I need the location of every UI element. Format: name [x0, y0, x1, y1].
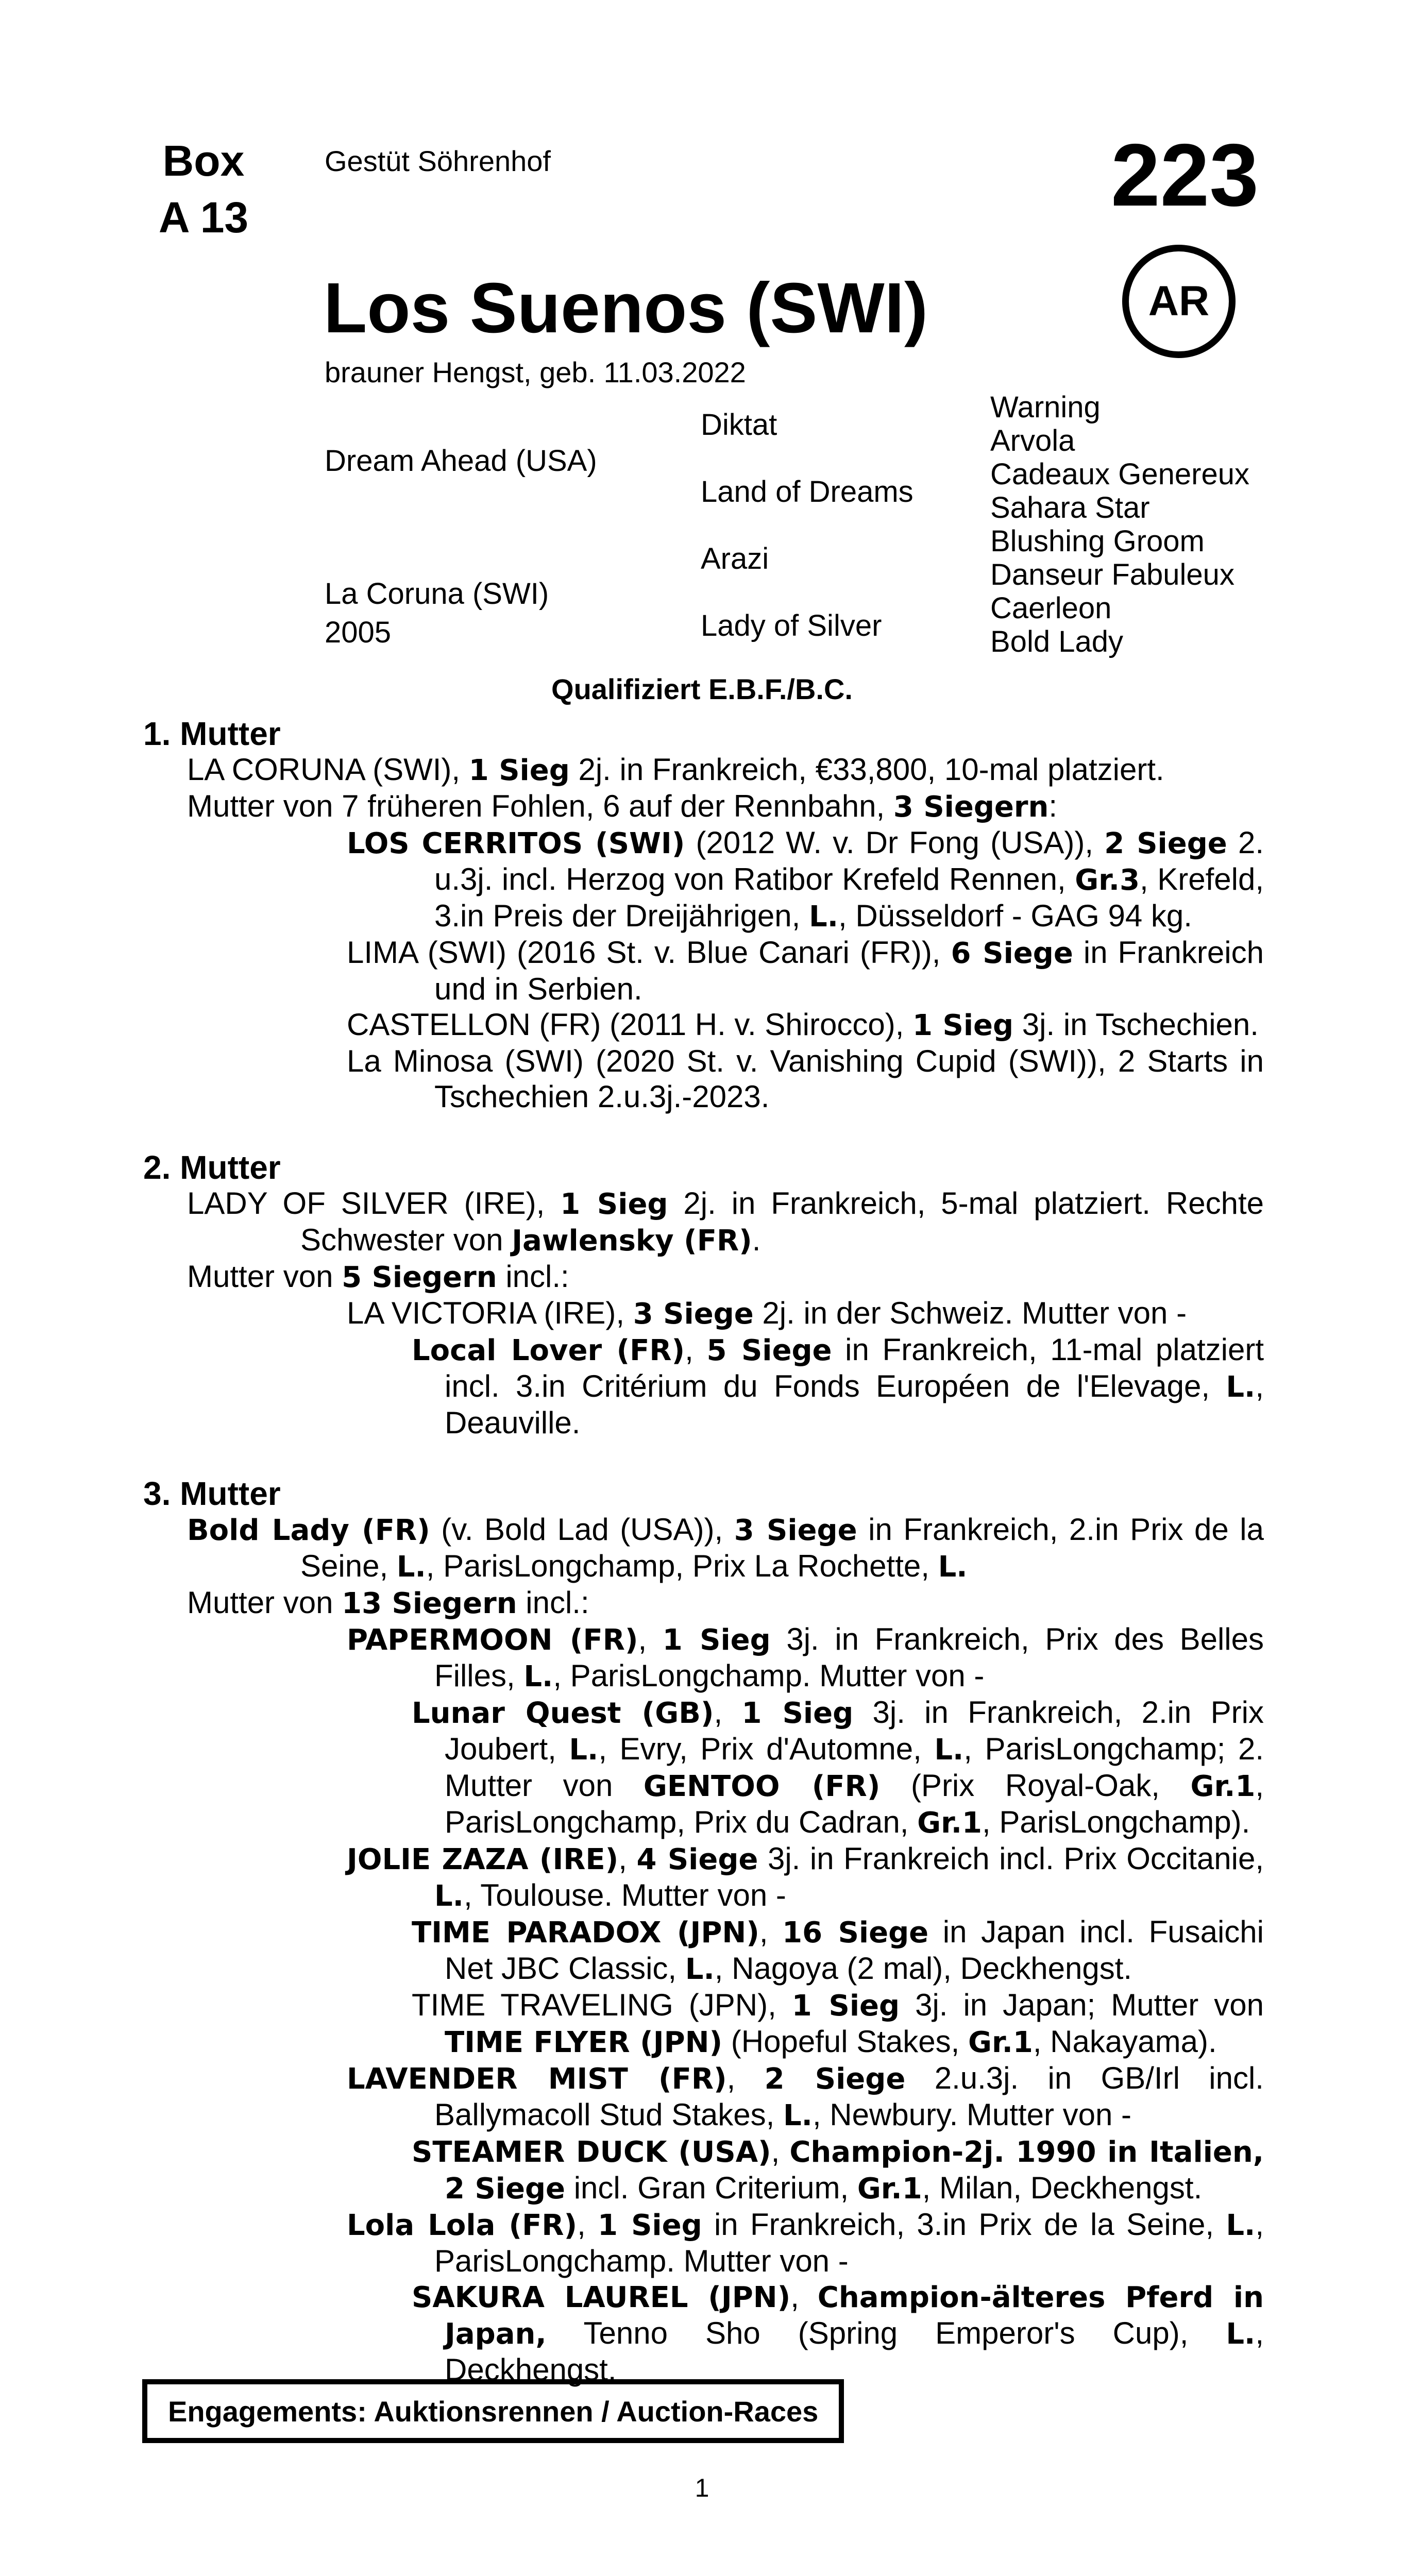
- pedigree-dam: La Coruna (SWI): [325, 577, 549, 611]
- offspring-entry: LIMA (SWI) (2016 St. v. Blue Canari (FR)), 6 Siege in Frankreich und in Serbien.: [347, 935, 1264, 1006]
- pedigree-dam-dam: Lady of Silver: [701, 609, 882, 642]
- grand-offspring-entry: Lunar Quest (GB), 1 Sieg 3j. in Frankreich, 2.in Prix Joubert, L., Evry, Prix d'Automne, L., ParisLongchamp; 2. Mutter von GENTOO (FR) (Prix Royal-Oak, Gr.1, ParisLongchamp, Prix du Cadran, Gr.1, ParisLongchamp).: [412, 1695, 1264, 1840]
- offspring-entry: CASTELLON (FR) (2011 H. v. Shirocco), 1 Sieg 3j. in Tschechien.: [347, 1007, 1259, 1042]
- box-number: A 13: [158, 193, 249, 242]
- horse-name: Los Suenos (SWI): [324, 268, 928, 348]
- grand-offspring-entry: SAKURA LAUREL (JPN), Champion-älteres Pferd in Japan, Tenno Sho (Spring Emperor's Cup), L., Deckhengst.: [412, 2279, 1264, 2387]
- grand-offspring-entry: Local Lover (FR), 5 Siege in Frankreich, 11-mal platziert incl. 3.in Critérium du Fonds Européen de l'Elevage, L., Deauville.: [412, 1332, 1264, 1440]
- second-dam-entry: LADY OF SILVER (IRE), 1 Sieg 2j. in Frankreich, 5-mal platziert. Rechte Schwester von Jawlensky (FR).: [187, 1186, 1264, 1258]
- offspring-entry: LA VICTORIA (IRE), 3 Siege 2j. in der Schweiz. Mutter von -: [347, 1296, 1187, 1331]
- first-dam-offspring-summary: Mutter von 7 früheren Fohlen, 6 auf der Rennbahn, 3 Siegern:: [187, 789, 1058, 824]
- section-title-first-dam: 1. Mutter: [143, 715, 281, 752]
- pedigree-gg-6: Danseur Fabuleux: [990, 558, 1234, 591]
- qualification-note: Qualifiziert E.B.F./B.C.: [551, 673, 853, 705]
- pedigree-sire-dam: Land of Dreams: [701, 475, 914, 509]
- offspring-entry: LOS CERRITOS (SWI) (2012 W. v. Dr Fong (USA)), 2 Siege 2. u.3j. incl. Herzog von Ratibor Krefeld Rennen, Gr.3, Krefeld, 3.in Preis der Dreijährigen, L., Düsseldorf - GAG 94 kg.: [347, 825, 1264, 934]
- pedigree-sire-sire: Diktat: [701, 408, 777, 442]
- first-dam-entry: LA CORUNA (SWI), 1 Sieg 2j. in Frankreich, €33,800, 10-mal platziert.: [187, 752, 1164, 787]
- second-dam-offspring-summary: Mutter von 5 Siegern incl.:: [187, 1259, 569, 1294]
- horse-description: brauner Hengst, geb. 11.03.2022: [325, 356, 746, 388]
- engagements-box: [142, 2379, 844, 2443]
- engagements-label: Engagements: Auktionsrennen / Auction-Races: [168, 2395, 819, 2428]
- offspring-entry: La Minosa (SWI) (2020 St. v. Vanishing Cupid (SWI)), 2 Starts in Tschechien 2.u.3j.-2023.: [347, 1044, 1264, 1114]
- third-dam-offspring-summary: Mutter von 13 Siegern incl.:: [187, 1585, 589, 1620]
- pedigree-sire: Dream Ahead (USA): [325, 444, 597, 478]
- offspring-entry: Lola Lola (FR), 1 Sieg in Frankreich, 3.in Prix de la Seine, L., ParisLongchamp. Mutter von -: [347, 2207, 1264, 2278]
- pedigree-gg-4: Sahara Star: [990, 491, 1150, 524]
- pedigree-gg-7: Caerleon: [990, 591, 1112, 625]
- pedigree-gg-5: Blushing Groom: [990, 524, 1205, 558]
- offspring-entry: LAVENDER MIST (FR), 2 Siege 2.u.3j. in GB/Irl incl. Ballymacoll Stud Stakes, L., Newbury. Mutter von -: [347, 2061, 1264, 2132]
- pedigree-gg-3: Cadeaux Genereux: [990, 457, 1249, 491]
- ar-badge-icon: [1122, 245, 1236, 358]
- pedigree-gg-8: Bold Lady: [990, 625, 1123, 658]
- box-label: Box: [162, 137, 245, 185]
- lot-number: 223: [1111, 126, 1259, 225]
- dam-line-content: [143, 716, 1264, 2387]
- ar-badge-label: AR: [1148, 278, 1210, 325]
- grand-offspring-entry: TIME TRAVELING (JPN), 1 Sieg 3j. in Japan; Mutter von TIME FLYER (JPN) (Hopeful Stakes, Gr.1, Nakayama).: [412, 1988, 1264, 2059]
- offspring-entry: JOLIE ZAZA (IRE), 4 Siege 3j. in Frankreich incl. Prix Occitanie, L., Toulouse. Mutter von -: [347, 1841, 1264, 1913]
- breeder: Gestüt Söhrenhof: [325, 145, 551, 177]
- pedigree-dam-sire: Arazi: [701, 542, 769, 575]
- offspring-entry: PAPERMOON (FR), 1 Sieg 3j. in Frankreich, Prix des Belles Filles, L., ParisLongchamp. Mutter von -: [347, 1622, 1264, 1693]
- third-dam-entry: Bold Lady (FR) (v. Bold Lad (USA)), 3 Siege in Frankreich, 2.in Prix de la Seine, L., ParisLongchamp, Prix La Rochette, L.: [187, 1512, 1264, 1584]
- pedigree-dam-year: 2005: [325, 616, 392, 649]
- pedigree-gg-1: Warning: [990, 391, 1101, 424]
- grand-offspring-entry: STEAMER DUCK (USA), Champion-2j. 1990 in Italien, 2 Siege incl. Gran Criterium, Gr.1, Milan, Deckhengst.: [412, 2134, 1264, 2206]
- section-title-second-dam: 2. Mutter: [143, 1149, 281, 1186]
- page-number: 1: [695, 2473, 709, 2502]
- pedigree-gg-2: Arvola: [990, 424, 1075, 457]
- grand-offspring-entry: TIME PARADOX (JPN), 16 Siege in Japan incl. Fusaichi Net JBC Classic, L., Nagoya (2 mal), Deckhengst.: [412, 1914, 1264, 1986]
- section-title-third-dam: 3. Mutter: [143, 1475, 281, 1512]
